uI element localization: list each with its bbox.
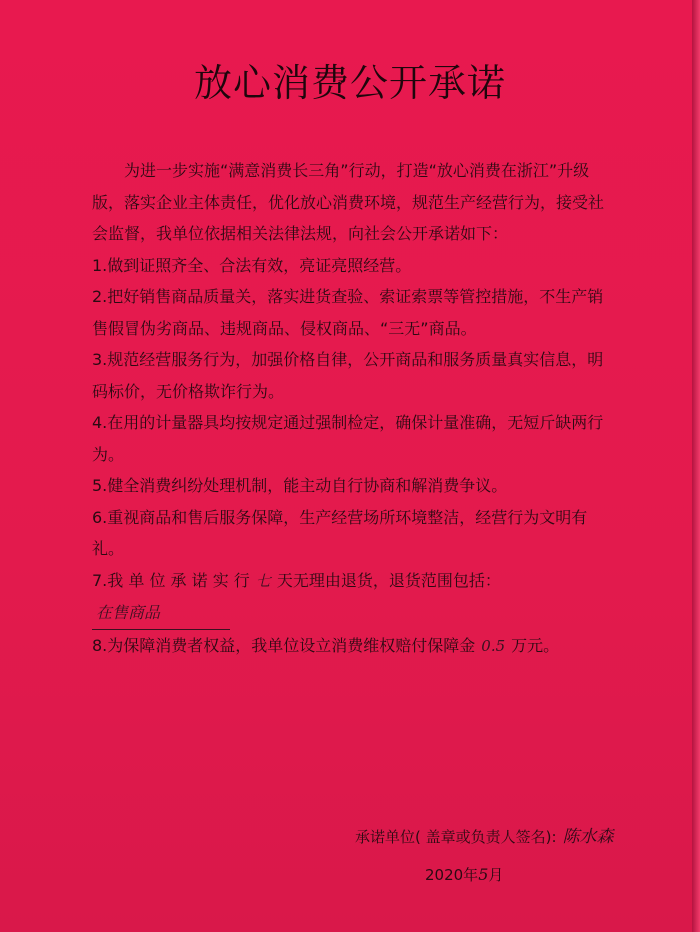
date-month-suffix: 月 — [488, 866, 504, 884]
intro-paragraph: 为进一步实施“满意消费长三角”行动，打造“放心消费在浙江”升级版，落实企业主体责任，优化放心消费环境，规范生产经营行为，接受社会监督，我单位依据相关法律法规，向社会公开承诺如下： — [92, 161, 605, 243]
page-title: 放心消费公开承诺 — [193, 61, 506, 105]
paper-edge — [692, 0, 700, 932]
signature-line — [355, 822, 614, 847]
item-8 — [92, 630, 612, 663]
item-3: 3.规范经营服务行为，加强价格自律，公开商品和服务质量真实信息，明码标价，无价格欺诈行为。 — [92, 350, 604, 401]
signature-handwritten: 陈水森 — [562, 827, 614, 847]
item-2: 2.把好销售商品质量关，落实进货查验、索证索票等管控措施，不生产销售假冒伪劣商品、违规商品、侵权商品、“三无”商品。 — [92, 287, 604, 338]
item-8-suffix: 万元。 — [511, 635, 560, 655]
item-7-mid: 天无理由退货，退货范围包括： — [276, 570, 501, 590]
date-month-handwritten: 5 — [478, 865, 489, 884]
item-7-scope-handwritten: 在售商品 — [92, 597, 230, 630]
item-7 — [92, 565, 612, 630]
item-7-days-handwritten: 七 — [255, 571, 271, 590]
date-line — [425, 864, 503, 885]
date-year: 2020年 — [425, 866, 479, 884]
item-4: 4.在用的计量器具均按规定通过强制检定，确保计量准确，无短斤缺两行为。 — [92, 413, 604, 464]
item-8-amount-handwritten: 0.5 — [481, 636, 506, 655]
item-1: 1.做到证照齐全、合法有效，亮证亮照经营。 — [92, 255, 412, 275]
commitment-body — [92, 155, 612, 662]
item-6: 6.重视商品和售后服务保障，生产经营场所环境整洁，经营行为文明有礼。 — [92, 507, 588, 558]
item-7-prefix: 7.我 单 位 承 诺 实 行 — [92, 570, 250, 590]
item-8-prefix: 8.为保障消费者权益，我单位设立消费维权赔付保障金 — [92, 635, 476, 655]
item-5: 5.健全消费纠纷处理机制，能主动自行协商和解消费争议。 — [92, 476, 508, 495]
signature-label: 承诺单位( 盖章或负责人签名): — [355, 828, 557, 846]
